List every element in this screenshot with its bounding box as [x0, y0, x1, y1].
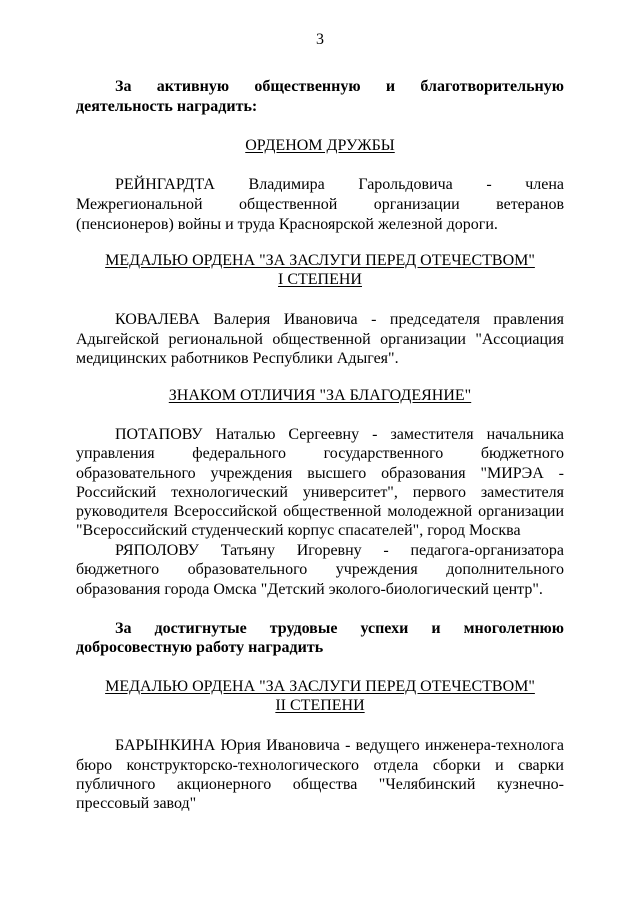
section3-line8: бюджетного образовательного учреждения дополнительного — [76, 561, 564, 578]
intro2-line2: добросовестную работу наградить — [76, 639, 324, 656]
intro1-line2: деятельность наградить: — [76, 98, 258, 115]
page-number: 3 — [316, 31, 324, 48]
section1-line2: Межрегиональной общественной организации ветеранов — [76, 196, 564, 213]
section3-line3: образовательного учреждения высшего образования "МИРЭА - — [76, 465, 564, 482]
section2-heading-line2: I СТЕПЕНИ — [278, 271, 362, 288]
section4-line2: бюро конструкторско-технологического отдела сборки и сварки — [76, 757, 564, 774]
section4-line1: БАРЫНКИНА Юрия Ивановича - ведущего инженера-технолога — [115, 737, 564, 754]
section3-line1: ПОТАПОВУ Наталью Сергеевну - заместителя начальника — [115, 426, 564, 443]
section2-line3: медицинских работников Республики Адыгея". — [76, 350, 399, 367]
section4-line3: публичного акционерного общества "Челябинский кузнечно- — [76, 776, 564, 793]
section2-heading-line1: МЕДАЛЬЮ ОРДЕНА "ЗА ЗАСЛУГИ ПЕРЕД ОТЕЧЕСТВОМ" — [105, 252, 535, 269]
section3-heading: ЗНАКОМ ОТЛИЧИЯ "ЗА БЛАГОДЕЯНИЕ" — [168, 387, 472, 404]
section2-line2: Адыгейской региональной общественной организации "Ассоциация — [76, 331, 564, 348]
section4-line4: прессовый завод" — [76, 795, 197, 812]
section3-line4: Российский технологический университет", первого заместителя — [76, 484, 564, 501]
section3-line5: руководителя Всероссийской общественной молодежной организации — [76, 503, 564, 520]
section1-heading: ОРДЕНОМ ДРУЖБЫ — [245, 137, 395, 154]
section4-heading-line2: II СТЕПЕНИ — [275, 697, 365, 714]
section3-line6: "Всероссийский студенческий корпус спасателей", город Москва — [76, 522, 521, 539]
section3-line2: управления федерального государственного бюджетного — [76, 445, 564, 462]
section1-line3: (пенсионеров) войны и труда Красноярской железной дороги. — [76, 216, 498, 233]
intro1-line1: За активную общественную и благотворительную — [115, 78, 564, 95]
section2-line1: КОВАЛЕВА Валерия Ивановича - председателя правления — [115, 311, 564, 328]
section1-line1: РЕЙНГАРДТА Владимира Гарольдовича - члена — [115, 176, 564, 193]
intro2-line1: За достигнутые трудовые успехи и многолетнюю — [115, 620, 564, 637]
section4-heading-line1: МЕДАЛЬЮ ОРДЕНА "ЗА ЗАСЛУГИ ПЕРЕД ОТЕЧЕСТВОМ" — [105, 678, 535, 695]
section3-line7: РЯПОЛОВУ Татьяну Игоревну - педагога-организатора — [115, 542, 564, 559]
section3-line9: образования города Омска "Детский эколого-биологический центр". — [76, 581, 543, 598]
